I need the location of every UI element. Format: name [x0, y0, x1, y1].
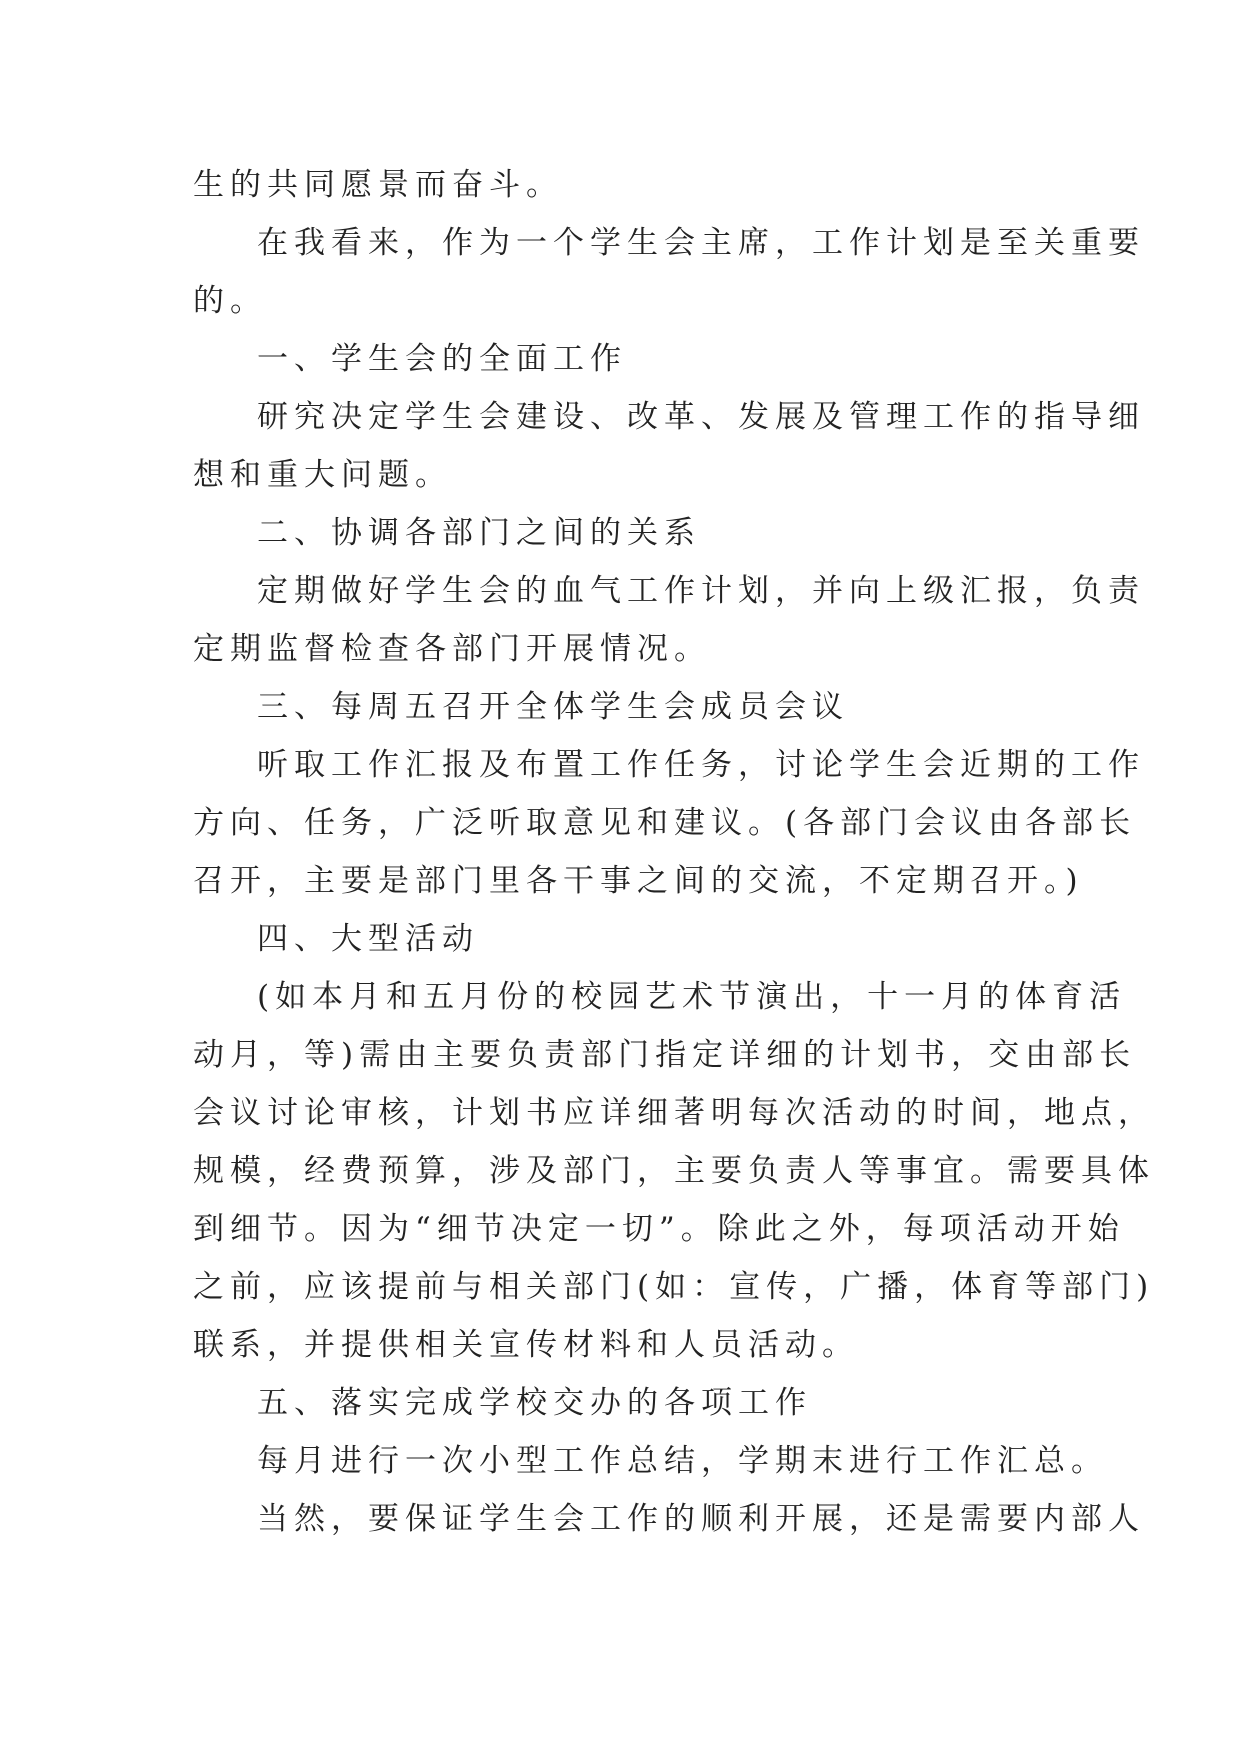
text-line: 当然，要保证学生会工作的顺利开展，还是需要内部人 [257, 1501, 1145, 1537]
text-line: 到细节。因为“细节决定一切”。除此之外，每项活动开始 [193, 1211, 1125, 1247]
text-line: 定期做好学生会的血气工作计划，并向上级汇报，负责 [257, 573, 1145, 609]
text-line: 方向、任务，广泛听取意见和建议。(各部门会议由各部长 [193, 805, 1137, 841]
text-line: 规模，经费预算，涉及部门，主要负责人等事宜。需要具体 [193, 1153, 1155, 1189]
section-heading: 三、每周五召开全体学生会成员会议 [257, 689, 849, 725]
text-line: 会议讨论审核，计划书应详细著明每次活动的时间，地点， [193, 1095, 1155, 1131]
section-heading: 五、落实完成学校交办的各项工作 [257, 1385, 812, 1421]
text-line: 定期监督检查各部门开展情况。 [193, 631, 711, 667]
section-heading: 二、协调各部门之间的关系 [257, 515, 701, 551]
text-line: 之前，应该提前与相关部门(如：宣传，广播，体育等部门) [193, 1269, 1155, 1305]
text-line: 想和重大问题。 [193, 457, 452, 493]
text-line: 动月，等)需由主要负责部门指定详细的计划书，交由部长 [193, 1037, 1137, 1073]
text-line: 每月进行一次小型工作总结，学期末进行工作汇总。 [257, 1443, 1108, 1479]
text-line: (如本月和五月份的校园艺术节演出，十一月的体育活 [257, 979, 1127, 1015]
text-line: 召开，主要是部门里各干事之间的交流，不定期召开。) [193, 863, 1084, 899]
section-heading: 四、大型活动 [257, 921, 479, 957]
section-heading: 一、学生会的全面工作 [257, 341, 627, 377]
text-line: 在我看来，作为一个学生会主席，工作计划是至关重要 [257, 225, 1145, 261]
text-line: 联系，并提供相关宣传材料和人员活动。 [193, 1327, 859, 1363]
text-line: 的。 [193, 283, 267, 319]
text-line: 研究决定学生会建设、改革、发展及管理工作的指导细 [257, 399, 1145, 435]
text-line: 生的共同愿景而奋斗。 [193, 167, 563, 203]
text-line: 听取工作汇报及布置工作任务，讨论学生会近期的工作 [257, 747, 1145, 783]
document-body [193, 156, 1155, 1548]
